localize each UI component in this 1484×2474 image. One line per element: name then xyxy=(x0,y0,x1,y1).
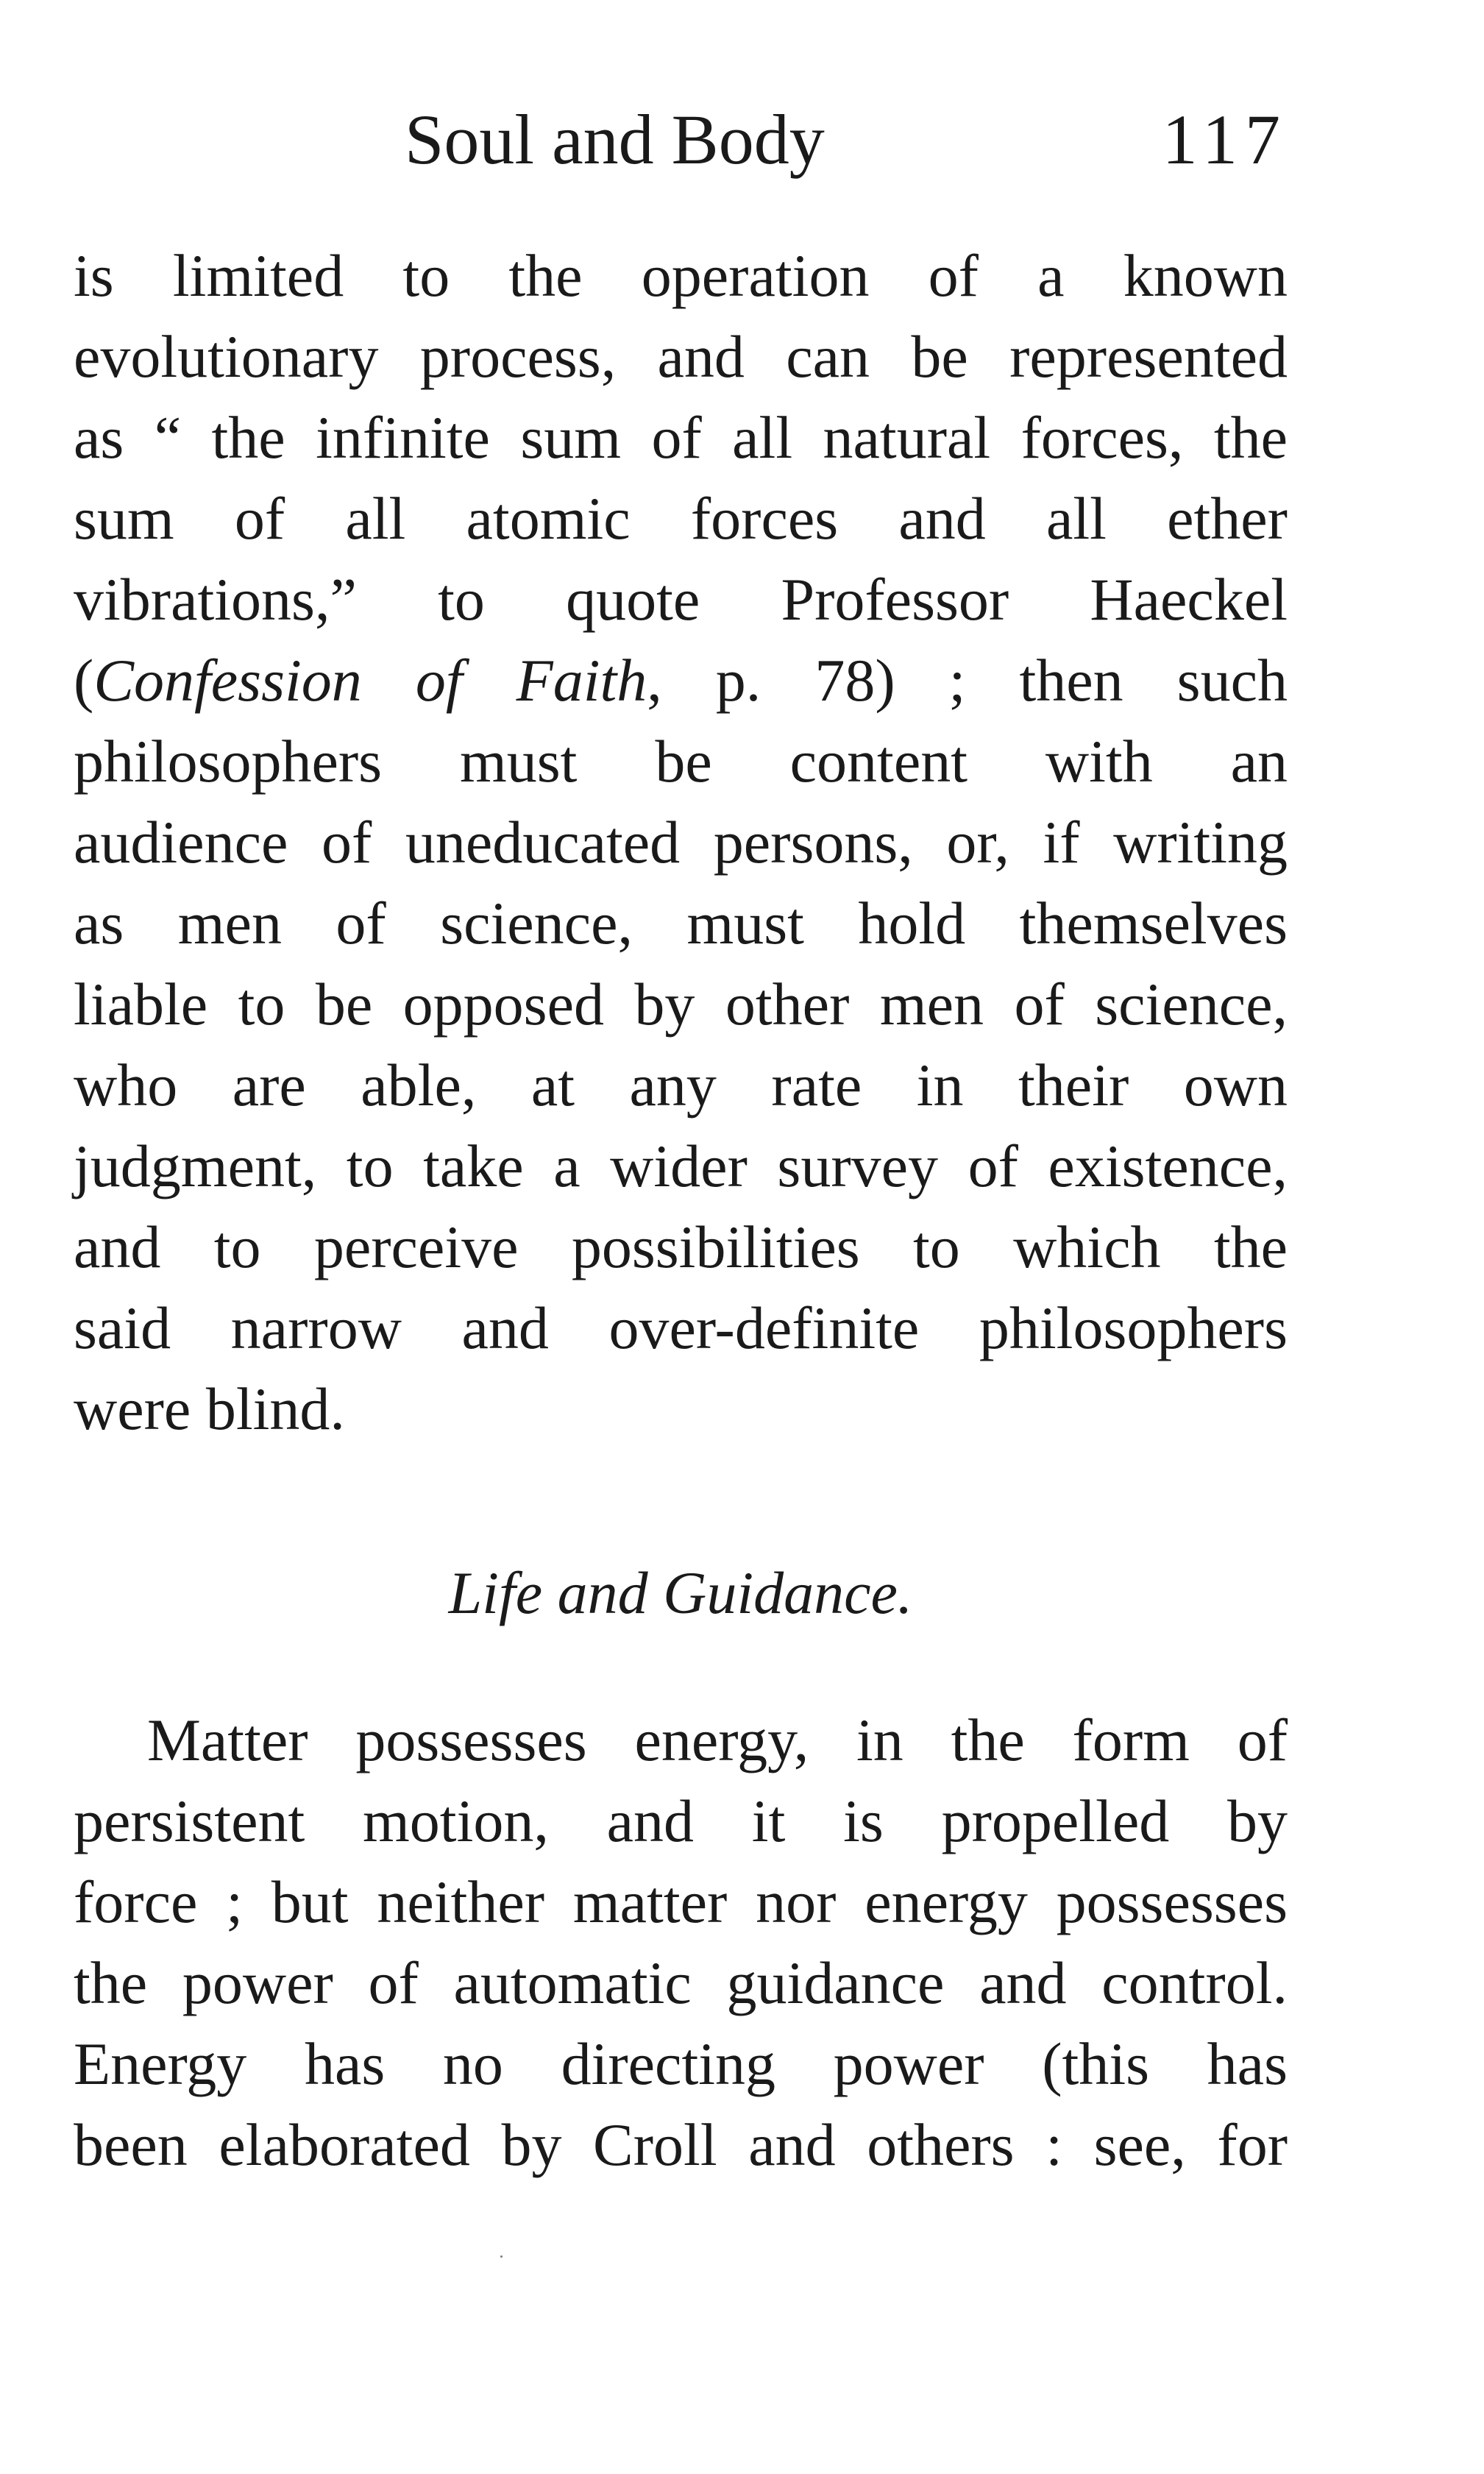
text-line: been elaborated by Croll and others : see, for xyxy=(74,2111,1288,2178)
citation-open: ( xyxy=(74,647,94,714)
text-line: the power of automatic guidance and control. xyxy=(74,1949,1288,2016)
text-line: force ; but neither matter nor energy possesses xyxy=(74,1868,1288,1935)
text-line-with-citation xyxy=(74,640,1288,721)
text-line: sum of all atomic forces and all ether xyxy=(74,485,1288,552)
citation-rest: , p. 78) ; then such xyxy=(647,647,1288,714)
page-number: 117 xyxy=(1162,100,1288,179)
text-line: as “ the infinite sum of all natural forces, the xyxy=(74,404,1288,471)
running-title: Soul and Body xyxy=(405,100,825,179)
running-head xyxy=(74,88,1288,191)
text-line: Matter possesses energy, in the form of xyxy=(147,1706,1288,1773)
paragraph-1 xyxy=(74,235,1288,1450)
text-line: said narrow and over-definite philosophers xyxy=(74,1294,1288,1361)
text-line: were blind. xyxy=(74,1375,345,1442)
text-line: vibrations,” to quote Professor Haeckel xyxy=(74,566,1288,633)
text-line: is limited to the operation of a known xyxy=(74,242,1288,309)
text-line: philosophers must be content with an xyxy=(74,728,1288,795)
text-line: as men of science, must hold themselves xyxy=(74,890,1288,957)
section-heading: Life and Guidance. xyxy=(448,1559,913,1626)
text-line: audience of uneducated persons, or, if writing xyxy=(74,809,1288,876)
text-line: Energy has no directing power (this has xyxy=(74,2030,1288,2097)
paragraph-2 xyxy=(74,1700,1288,2186)
text-line: liable to be opposed by other men of science, xyxy=(74,971,1288,1038)
text-line: evolutionary process, and can be represented xyxy=(74,323,1288,390)
text-line: who are able, at any rate in their own xyxy=(74,1052,1288,1119)
book-title-citation: Confession of Faith xyxy=(93,647,647,714)
text-line: judgment, to take a wider survey of existence, xyxy=(74,1133,1288,1199)
paper-speck xyxy=(500,2255,503,2258)
text-line: persistent motion, and it is propelled by xyxy=(74,1787,1288,1854)
text-line: and to perceive possibilities to which the xyxy=(74,1213,1288,1280)
